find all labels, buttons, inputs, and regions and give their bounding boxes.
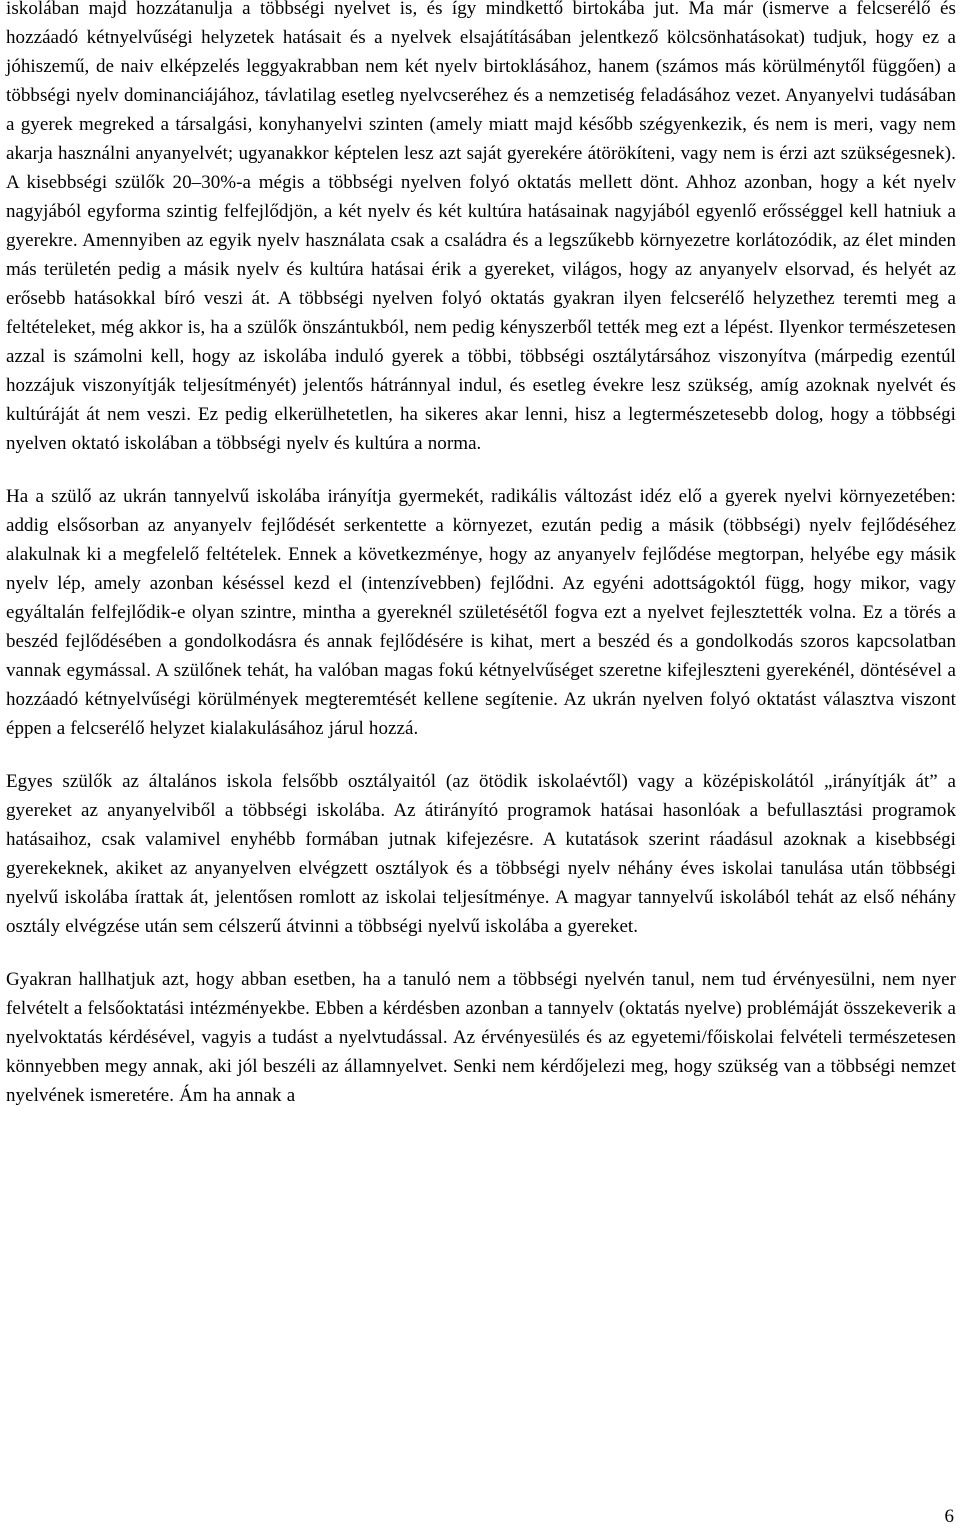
page-number: 6: [944, 1506, 954, 1527]
paragraph-4: Gyakran hallhatjuk azt, hogy abban esetben, ha a tanuló nem a többségi nyelvén tanul, nem tud érvényesülni, nem nyer felvételt a felsőoktatási intézményekbe. Ebben a kérdésben azonban a tannyelv (oktatás nyelve) problémáját összekeverik a nyelvoktatás kérdésével, vagyis a tudást a nyelvtudással. Az érvényesülés és az egyetemi/főiskolai felvételi természetesen könnyebben megy annak, aki jól beszéli az államnyelvet. Senki nem kérdőjelezi meg, hogy szükség van a többségi nemzet nyelvének ismeretére. Ám ha annak a: [6, 969, 956, 1106]
page-body: [6, 0, 956, 1110]
paragraph-3: Egyes szülők az általános iskola felsőbb osztályaitól (az ötödik iskolaévtől) vagy a középiskolától „irányítják át” a gyereket az anyanyelviből a többségi iskolába. Az átirányító programok hatásai hasonlóak a befullasztási programok hatásaihoz, csak valamivel enyhébb formában jutnak kifejezésre. A kutatások szerint ráadásul azoknak a kisebbségi gyerekeknek, akiket az anyanyelven elvégzett osztályok és a többségi nyelv néhány éves iskolai tanulása után többségi nyelvű iskolába írattak át, jelentősen romlott az iskolai teljesítménye. A magyar tannyelvű iskolából tehát az első néhány osztály elvégzése után sem célszerű átvinni a többségi nyelvű iskolába a gyereket.: [6, 771, 956, 937]
paragraph-2: Ha a szülő az ukrán tannyelvű iskolába irányítja gyermekét, radikális változást idéz elő a gyerek nyelvi környezetében: addig elsősorban az anyanyelv fejlődését serkentette a környezet, ezután pedig a másik (többségi) nyelv fejlődéséhez alakulnak ki a megfelelő feltételek. Ennek a következménye, hogy az anyanyelv fejlődése megtorpan, helyébe egy másik nyelv lép, amely azonban késéssel kezd el (intenzívebben) fejlődni. Az egyéni adottságoktól függ, hogy mikor, vagy egyáltalán felfejlődik-e olyan szintre, mintha a gyereknél születésétől fogva ezt a nyelvet fejlesztették volna. Ez a törés a beszéd fejlődésében a gondolkodásra és annak fejlődésére is kihat, mert a beszéd és a gondolkodás szoros kapcsolatban vannak egymással. A szülőnek tehát, ha valóban magas fokú kétnyelvűséget szeretne kifejleszteni gyerekénél, döntésével a hozzáadó kétnyelvűségi körülmények megteremtését kellene segítenie. Az ukrán nyelven folyó oktatást választva viszont éppen a felcserélő helyzet kialakulásához járul hozzá.: [6, 486, 956, 739]
paragraph-1: iskolában majd hozzátanulja a többségi nyelvet is, és így mindkettő birtokába jut. Ma már (ismerve a felcserélő és hozzáadó kétnyelvűségi helyzetek hatásait és a nyelvek elsajátításában jelentkező kölcsönhatásokat) tudjuk, hogy ez a jóhiszemű, de naiv elképzelés leggyakrabban nem két nyelv birtoklásához, hanem (számos más körülménytől függően) a többségi nyelv dominanciájához, távlatilag esetleg nyelvcseréhez és a nemzetiség feladásához vezet. Anyanyelvi tudásában a gyerek megreked a társalgási, konyhanyelvi szinten (amely miatt majd később szégyenkezik, és nem is meri, vagy nem akarja használni anyanyelvét; ugyanakkor képtelen lesz azt saját gyerekére átörökíteni, vagy nem is érzi azt szükségesnek). A kisebbségi szülők 20–30%-a mégis a többségi nyelven folyó oktatás mellett dönt. Ahhoz azonban, hogy a két nyelv nagyjából egyforma szintig felfejlődjön, a két nyelv és két kultúra hatásainak nagyjából egyenlő erősséggel kell hatniuk a gyerekre. Amennyiben az egyik nyelv használata csak a családra és a legszűkebb környezetre korlátozódik, az élet minden más területén pedig a másik nyelv és kultúra hatásai érik a gyereket, világos, hogy az anyanyelv elsorvad, és helyét az erősebb hatásokkal bíró veszi át. A többségi nyelven folyó oktatás gyakran ilyen felcserélő helyzethez teremti meg a feltételeket, még akkor is, ha a szülők önszántukból, nem pedig kényszerből tették meg ezt a lépést. Ilyenkor természetesen azzal is számolni kell, hogy az iskolába induló gyerek a többi, többségi osztálytársához viszonyítva (márpedig ezentúl hozzájuk viszonyítják teljesítményét) jelentős hátránnyal indul, és esetleg évekre lesz szükség, amíg azoknak nyelvét és kultúráját át nem veszi. Ez pedig elkerülhetetlen, ha sikeres akar lenni, hisz a legtermészetesebb dolog, hogy a többségi nyelven oktató iskolában a többségi nyelv és kultúra a norma.: [6, 0, 956, 454]
